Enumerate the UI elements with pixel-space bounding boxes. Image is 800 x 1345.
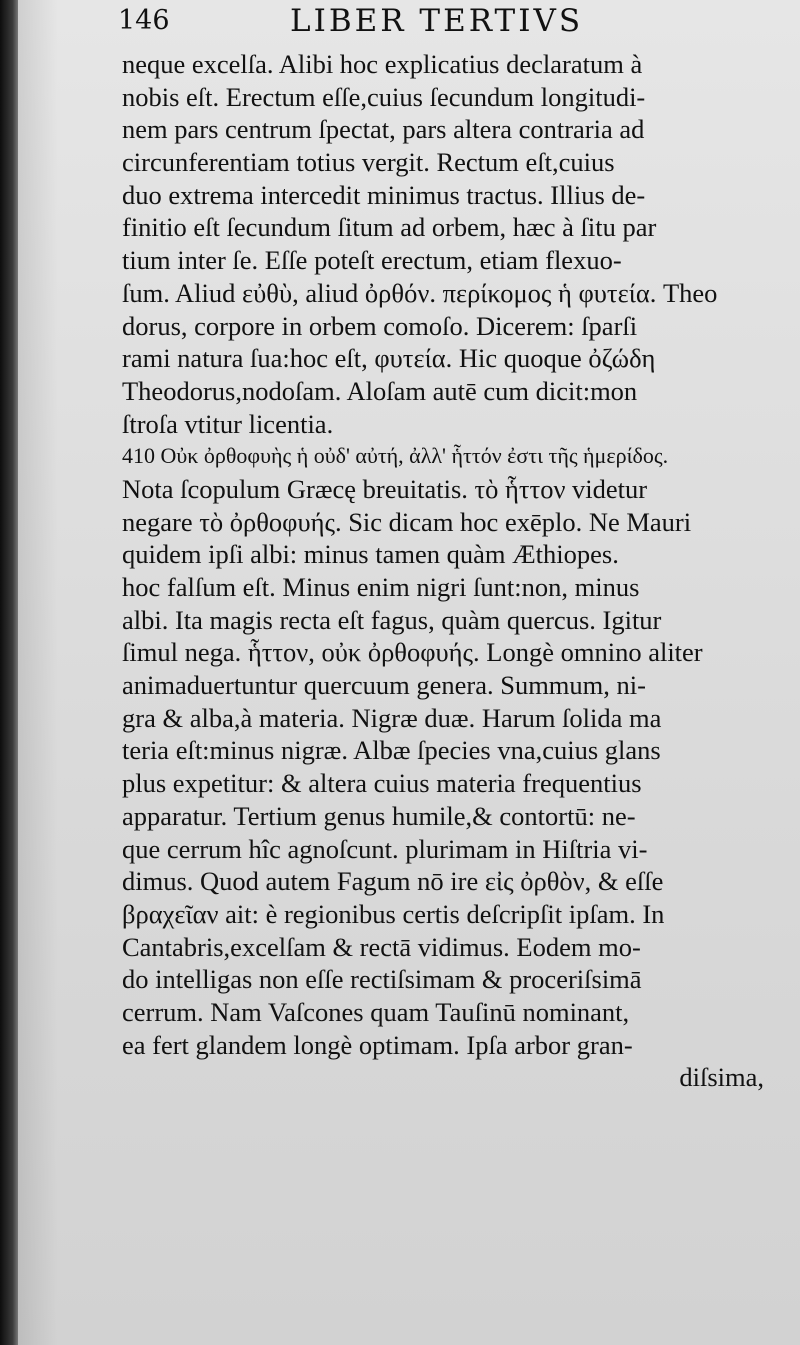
- text-line-numbered: 410 Οὐκ ὀρθοφυὴς ἡ οὐδ' αὐτή, ἀλλ' ἧττόν ἐστι τῆς ἡμερίδος.: [122, 443, 669, 469]
- text-line: nem pars centrum ſpectat, pars altera contraria ad: [122, 114, 645, 145]
- text-line: neque excelſa. Alibi hoc explicatius declaratum à: [122, 49, 643, 79]
- text-line: albi. Ita magis recta eſt fagus, quàm quercus. Igitur: [122, 604, 662, 635]
- text-line: rami natura ſua:hoc eſt, φυτεία. Hic quoque ὀζώδη: [122, 343, 656, 374]
- text-line: duo extrema intercedit minimus tractus. Illius de-: [122, 179, 646, 210]
- text-line: βραχεῖαν ait: è regionibus certis deſcripſit ipſam. In: [122, 898, 665, 929]
- text-line: animaduertuntur quercuum genera. Summum, ni-: [122, 670, 646, 701]
- text-line: hoc falſum eſt. Minus enim nigri ſunt:non, minus: [122, 572, 640, 602]
- text-line: Cantabris,excelſam & rectā vidimus. Eodem mo-: [122, 931, 641, 962]
- text-line: Nota ſcopulum Græcę breuitatis. τὸ ἧττον videtur: [122, 473, 648, 504]
- text-line: ſum. Aliud εὐθὺ, aliud ὀρθόν. περίκομος ἡ φυτεία. Theo: [122, 277, 718, 308]
- text-line: quidem ipſi albi: minus tamen quàm Æthiopes.: [122, 539, 619, 570]
- page-number: 146: [118, 5, 170, 36]
- body-text: [122, 48, 782, 1094]
- page-header: [118, 5, 758, 45]
- text-line: ſimul nega. ἧττον, οὐκ ὀρθοφυής. Longè omnino aliter: [122, 637, 703, 668]
- text-line: ea fert glandem longè optimam. Ipſa arbor gran-: [122, 1029, 633, 1060]
- text-line: Theodorus,nodoſam. Aloſam autē cum dicit:mon: [122, 375, 638, 406]
- text-line: ſtroſa vtitur licentia.: [122, 408, 334, 439]
- text-line: cerrum. Nam Vaſcones quam Tauſinū nominant,: [122, 996, 630, 1027]
- book-gutter-shadow: [0, 0, 18, 1345]
- text-line: circunferentiam totius vergit. Rectum eſt,cuius: [122, 147, 615, 178]
- text-line: dimus. Quod autem Fagum nō ire εἰς ὀρθὸν, & eſſe: [122, 866, 664, 897]
- running-head: LIBER TERTIVS: [290, 3, 584, 39]
- text-line: nobis eſt. Erectum eſſe,cuius ſecundum longitudi-: [122, 81, 646, 112]
- text-line: plus expetitur: & altera cuius materia frequentius: [122, 768, 642, 799]
- text-line-final: diſsima,: [679, 1062, 764, 1093]
- text-line: dorus, corpore in orbem comoſo. Dicerem: ſparſi: [122, 310, 638, 341]
- text-line: apparatur. Tertium genus humile,& contortū: ne-: [122, 800, 636, 831]
- text-line: teria eſt:minus nigræ. Albæ ſpecies vna,cuius glans: [122, 735, 661, 766]
- text-line: tium inter ſe. Eſſe poteſt erectum, etiam flexuo-: [122, 245, 622, 276]
- text-line: gra & alba,à materia. Nigræ duæ. Harum ſolida ma: [122, 702, 662, 733]
- text-line: negare τὸ ὀρθοφυής. Sic dicam hoc exēplo. Ne Mauri: [122, 506, 692, 537]
- text-line: finitio eſt ſecundum ſitum ad orbem, hæc à ſitu par: [122, 212, 657, 243]
- text-line: que cerrum hîc agnoſcunt. plurimam in Hiſtria vi-: [122, 833, 648, 864]
- book-page: [18, 0, 800, 1345]
- text-line: do intelligas non eſſe rectiſsimam & proceriſsimā: [122, 964, 642, 995]
